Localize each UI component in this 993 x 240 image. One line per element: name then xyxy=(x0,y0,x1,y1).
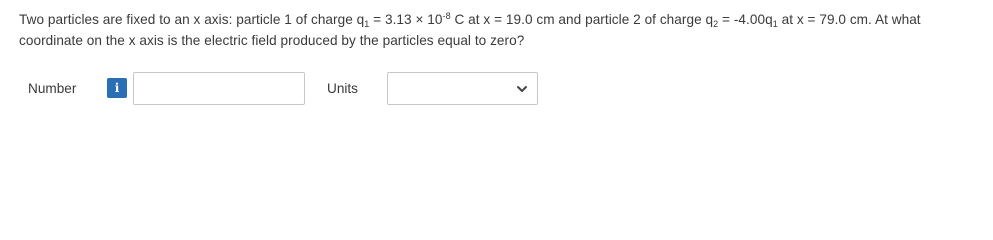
question-part-2: = 3.13 × 10 xyxy=(369,12,443,27)
info-icon[interactable]: i xyxy=(107,78,127,98)
units-label: Units xyxy=(327,81,358,96)
exponent: -8 xyxy=(442,11,451,21)
answer-row xyxy=(0,70,993,106)
units-select[interactable] xyxy=(387,72,538,105)
q2-subscript: 2 xyxy=(713,19,719,29)
question-part-4: = -4.00q xyxy=(718,12,773,27)
question-text xyxy=(19,9,979,51)
number-label: Number xyxy=(28,81,77,96)
q1-ratio-subscript: 1 xyxy=(772,19,778,29)
question-part-1: Two particles are fixed to an x axis: particle 1 of charge q xyxy=(19,12,365,27)
question-part-5: at x = 79.0 cm. At what coordinate on the x axis is the electric field produced by the particles equal to zero? xyxy=(19,12,921,48)
question-part-3: C at x = 19.0 cm and particle 2 of charge q xyxy=(450,12,714,27)
chevron-down-icon xyxy=(516,83,528,95)
q1-subscript: 1 xyxy=(364,19,370,29)
number-input[interactable] xyxy=(133,72,305,105)
